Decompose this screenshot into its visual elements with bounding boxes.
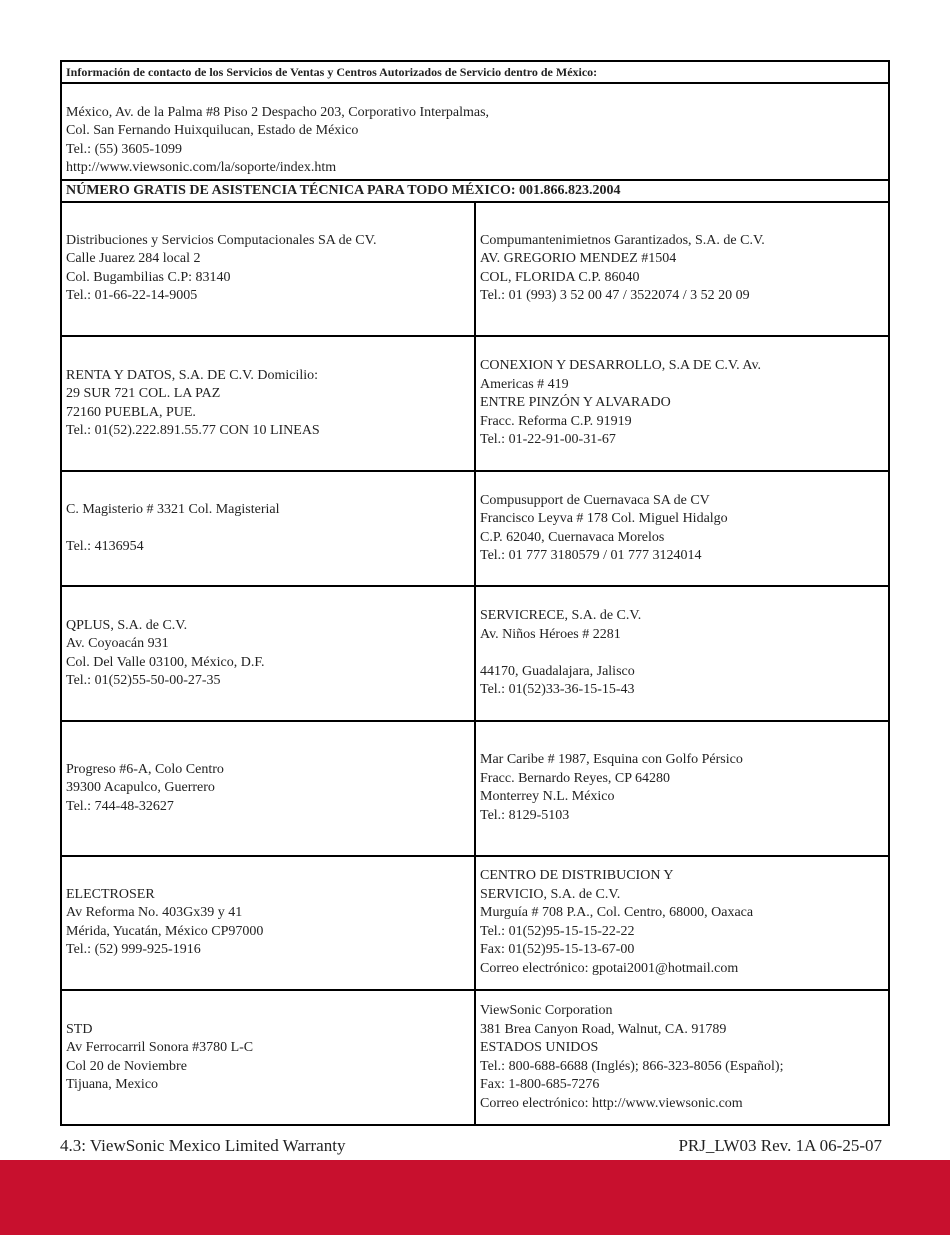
contact-line: Col 20 de Noviembre [66,1058,187,1074]
contact-line: Tel.: 4136954 [66,538,144,554]
contact-line: RENTA Y DATOS, S.A. DE C.V. Domicilio: [66,367,319,383]
contact-line: CONEXION Y DESARROLLO, S.A DE C.V. Av. [480,358,762,374]
main-office-row [61,83,889,179]
contact-line: Col. Bugambilias C.P: 83140 [66,269,231,285]
service-center-cell-left [61,856,475,991]
service-center-cell-left [61,586,475,721]
contact-line: Distribuciones y Servicios Computacionales SA de CV. [66,232,377,248]
contact-line: Progreso #6-A, Colo Centro [66,761,224,777]
footer-section-title: 4.3: ViewSonic Mexico Limited Warranty [60,1136,346,1155]
contact-line: Francisco Leyva # 178 Col. Miguel Hidalgo [480,511,728,527]
service-centers-table [60,60,890,1126]
table-row [61,856,889,991]
footer-doc-code: PRJ_LW03 Rev. 1A 06-25-07 [678,1136,882,1155]
contact-line: Av Ferrocarril Sonora #3780 L-C [66,1040,254,1056]
contact-line: Tel.: 01(52).222.891.55.77 CON 10 LINEAS [66,423,320,439]
main-office-cell [61,83,889,179]
contact-line: Tel.: 800-688-6688 (Inglés); 866-323-8056 (Español); [480,1058,784,1074]
service-center-cell-right [475,856,889,991]
table-row [61,471,889,587]
contact-line: C.P. 62040, Cuernavaca Morelos [480,529,665,545]
contact-line: 381 Brea Canyon Road, Walnut, CA. 91789 [480,1021,727,1037]
table-header-row [61,61,889,83]
service-center-cell-right [475,336,889,471]
contact-line: Tel.: 01(52)95-15-15-22-22 [480,923,635,939]
main-office-line: Col. San Fernando Huixquilucan, Estado de México [66,123,359,139]
service-center-cell-left [61,336,475,471]
toll-free-number: NÚMERO GRATIS DE ASISTENCIA TÉCNICA PARA TODO MÉXICO: 001.866.823.2004 [61,180,889,202]
contact-line: Av. Coyoacán 931 [66,636,169,652]
table-row [61,586,889,721]
contact-line: Tel.: 01(52)55-50-00-27-35 [66,673,221,689]
contact-line: Compusupport de Cuernavaca SA de CV [480,492,710,508]
contact-line: Tijuana, Mexico [66,1077,159,1093]
service-center-cell-left [61,202,475,337]
footer-color-bar [0,1160,950,1235]
contact-line: Mérida, Yucatán, México CP97000 [66,923,264,939]
main-office-url[interactable]: http://www.viewsonic.com/la/soporte/index.htm [66,160,337,176]
service-center-cell-right [475,990,889,1125]
contact-line: Col. Del Valle 03100, México, D.F. [66,654,265,670]
contact-line: Fracc. Reforma C.P. 91919 [480,413,632,429]
contact-line [480,644,884,663]
service-center-cell-left [61,471,475,587]
table-row [61,202,889,337]
contact-line: Fax: 01(52)95-15-13-67-00 [480,942,635,958]
contact-line: SERVICIO, S.A. de C.V. [480,886,621,902]
contact-line: 44170, Guadalajara, Jalisco [480,663,635,679]
contact-line: Fax: 1-800-685-7276 [480,1077,600,1093]
contact-line: C. Magisterio # 3321 Col. Magisterial [66,501,280,517]
contact-line: QPLUS, S.A. de C.V. [66,617,188,633]
contact-line: SERVICRECE, S.A. de C.V. [480,608,642,624]
service-center-cell-left [61,990,475,1125]
contact-line: ELECTROSER [66,886,155,902]
contact-line: Tel.: 8129-5103 [480,807,570,823]
service-center-cell-right [475,202,889,337]
contact-line [66,519,470,538]
contact-line: Tel.: 01(52)33-36-15-15-43 [480,682,635,698]
contact-line: ENTRE PINZÓN Y ALVARADO [480,395,671,411]
contact-line: Monterrey N.L. México [480,789,615,805]
contact-line: Tel.: 01 (993) 3 52 00 47 / 3522074 / 3 52 20 09 [480,288,750,304]
service-center-cell-right [475,721,889,856]
contact-line: 39300 Acapulco, Guerrero [66,780,215,796]
table-row [61,336,889,471]
contact-line: Calle Juarez 284 local 2 [66,251,201,267]
table-row [61,990,889,1125]
contact-line: Correo electrónico: http://www.viewsonic.com [480,1095,743,1111]
contact-line: Tel.: 01 777 3180579 / 01 777 3124014 [480,548,702,564]
contact-line: Compumantenimietnos Garantizados, S.A. de C.V. [480,232,765,248]
contact-line: STD [66,1021,93,1037]
service-center-cell-right [475,586,889,721]
contact-line: ViewSonic Corporation [480,1003,613,1019]
contact-line: Tel.: 01-66-22-14-9005 [66,288,198,304]
contact-line: Tel.: 01-22-91-00-31-67 [480,432,616,448]
table-row [61,721,889,856]
table-header: Información de contacto de los Servicios de Ventas y Centros Autorizados de Servicio dentro de México: [61,61,889,83]
contact-line: Av Reforma No. 403Gx39 y 41 [66,905,243,921]
contact-line: 72160 PUEBLA, PUE. [66,404,196,420]
service-center-cell-left [61,721,475,856]
contact-line: ESTADOS UNIDOS [480,1040,599,1056]
main-office-line: Tel.: (55) 3605-1099 [66,141,183,157]
contact-line: Americas # 419 [480,376,569,392]
contact-line: Correo electrónico: gpotai2001@hotmail.com [480,960,739,976]
contact-line: CENTRO DE DISTRIBUCION Y [480,868,674,884]
contact-line: AV. GREGORIO MENDEZ #1504 [480,251,677,267]
contact-line: Fracc. Bernardo Reyes, CP 64280 [480,770,670,786]
contact-line: Murguía # 708 P.A., Col. Centro, 68000, Oaxaca [480,905,754,921]
toll-free-row [61,180,889,202]
contact-line: Tel.: 744-48-32627 [66,798,174,814]
contact-line: COL, FLORIDA C.P. 86040 [480,269,640,285]
contact-line: Mar Caribe # 1987, Esquina con Golfo Pérsico [480,752,743,768]
contact-line: Av. Niños Héroes # 2281 [480,626,621,642]
main-office-line: México, Av. de la Palma #8 Piso 2 Despacho 203, Corporativo Interpalmas, [66,104,490,120]
service-center-cell-right [475,471,889,587]
contact-line: Tel.: (52) 999-925-1916 [66,942,201,958]
contact-line: 29 SUR 721 COL. LA PAZ [66,386,221,402]
